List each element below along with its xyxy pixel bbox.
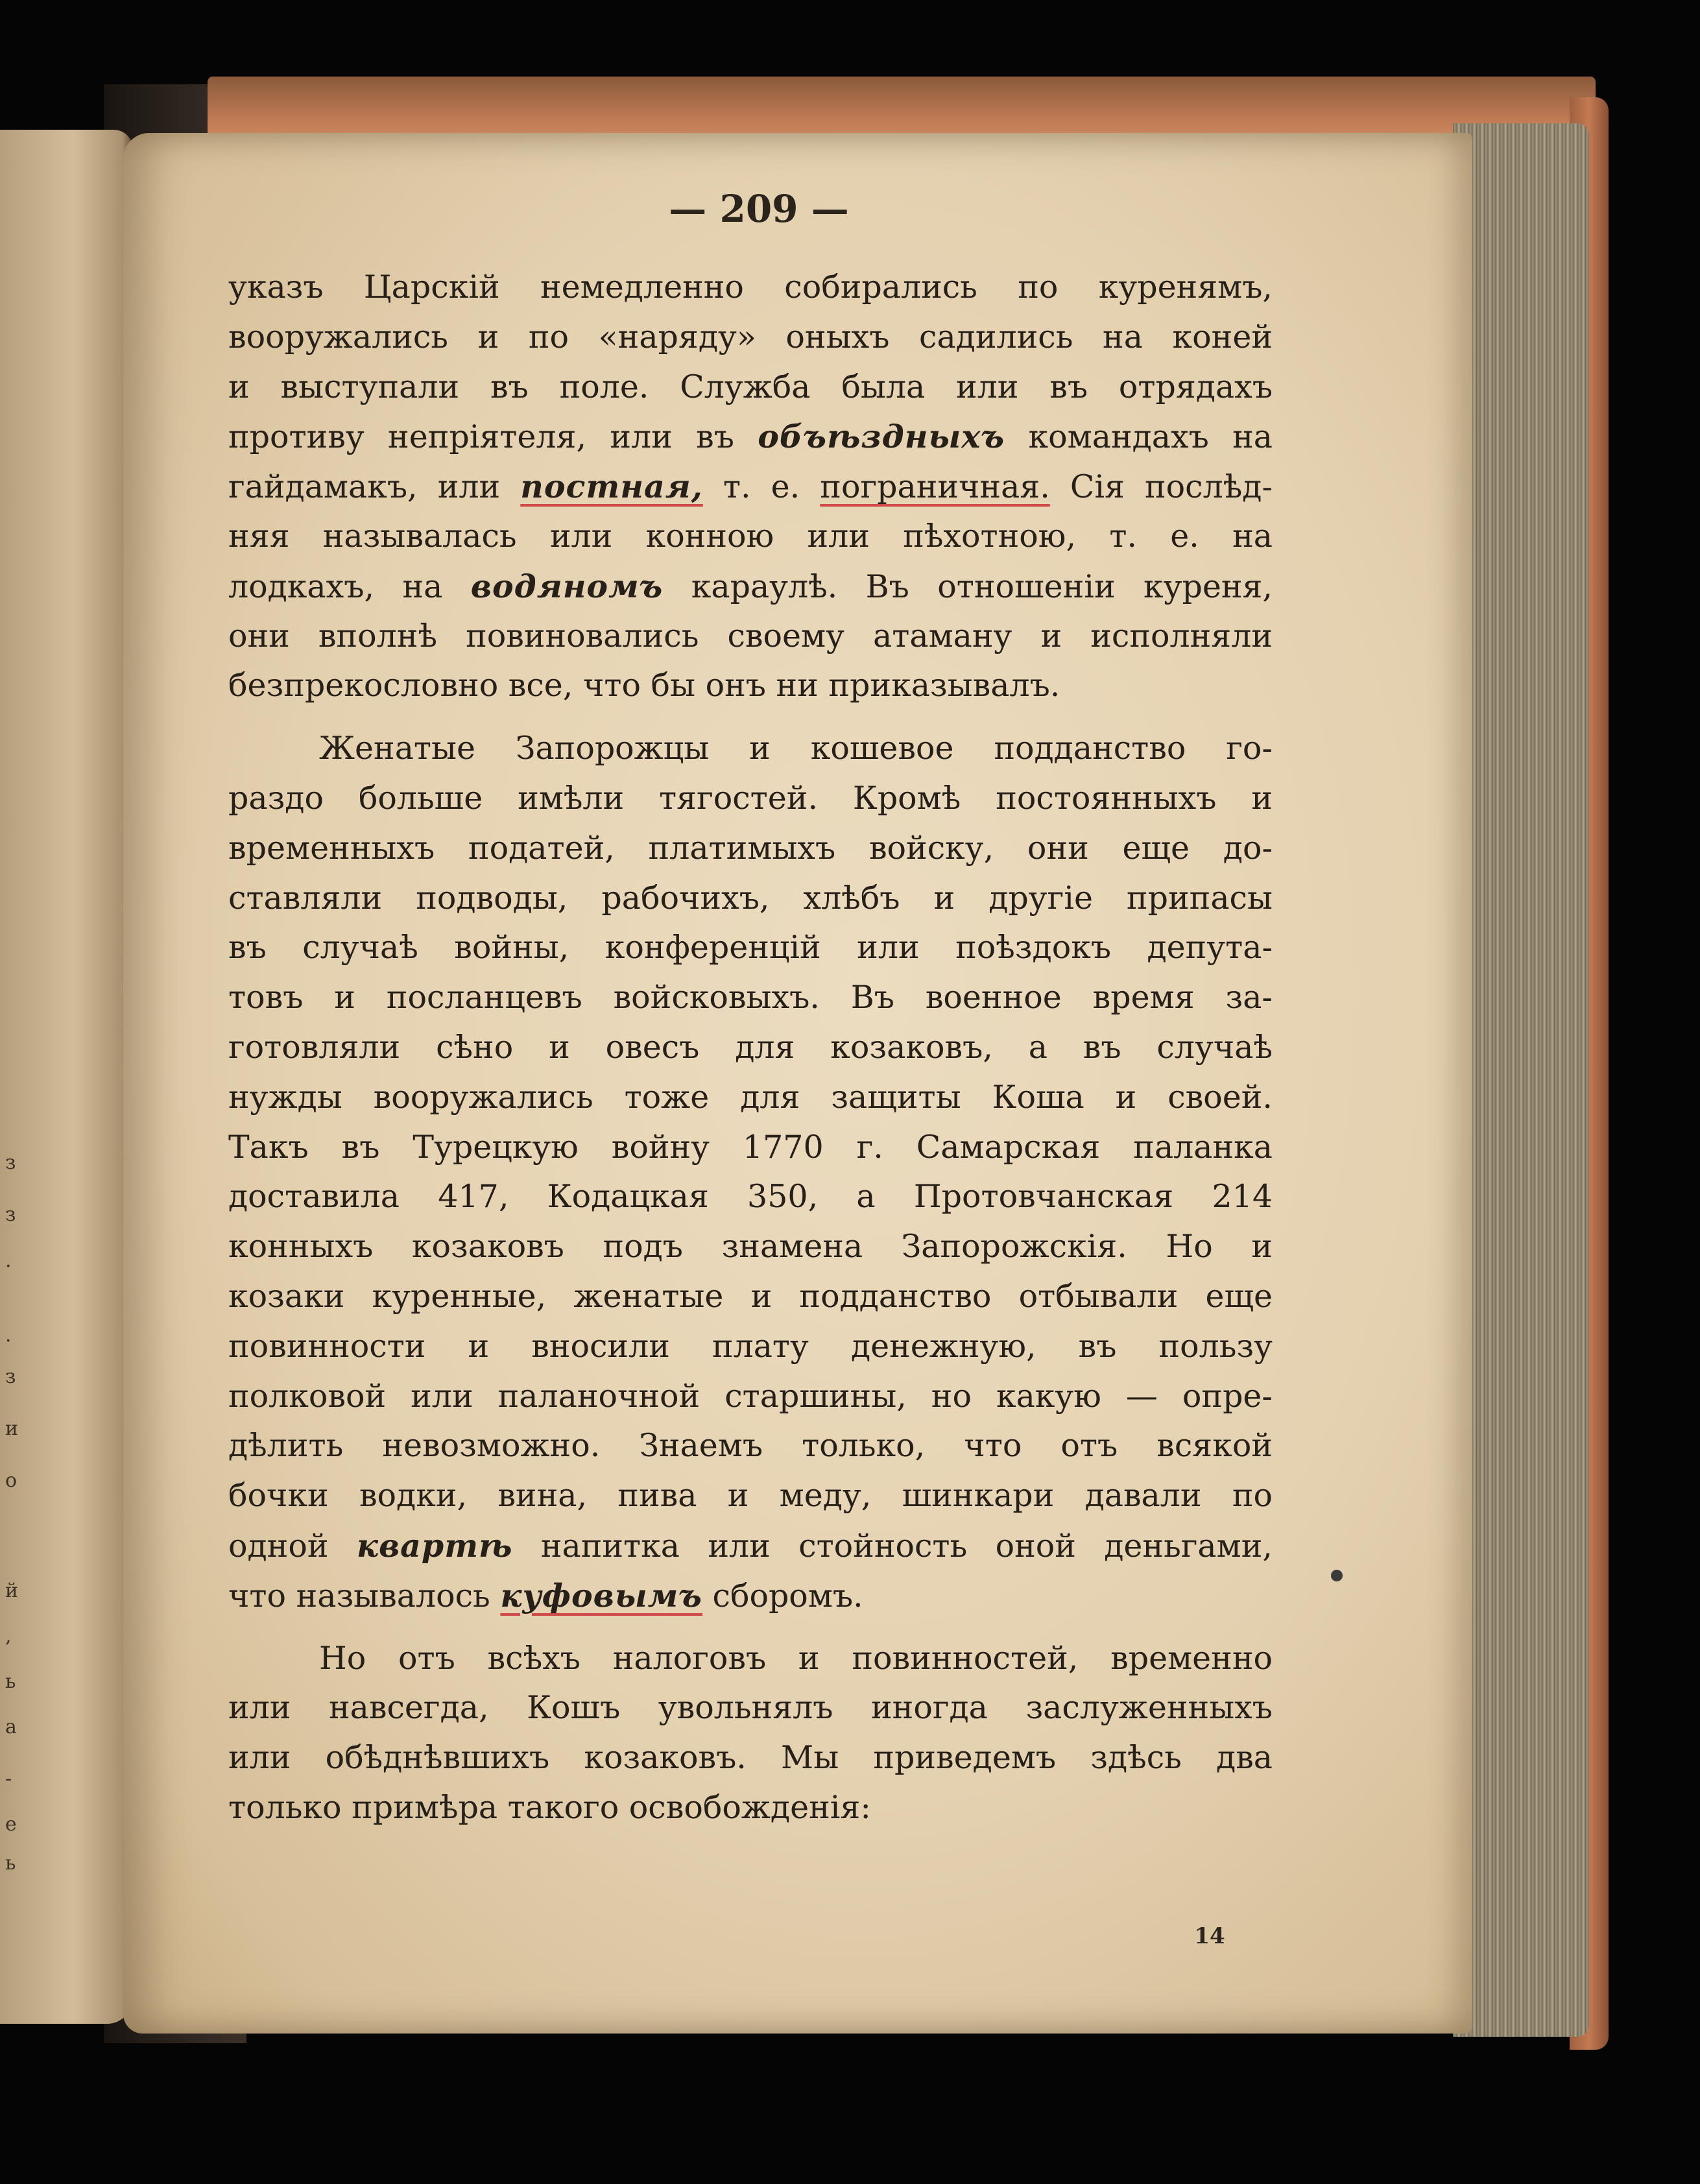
text-line: готовляли сѣно и овесъ для козаковъ, а въ случаѣ (228, 1028, 1273, 1066)
text-line: указъ Царскій немедленно собирались по куренямъ, (228, 269, 1273, 306)
text-segment: одной (228, 1527, 357, 1565)
text-segment: что называлось (228, 1577, 501, 1614)
text-line (228, 562, 1273, 612)
text-line: вооружались и по «наряду» оныхъ садились на коней (228, 318, 1273, 355)
text-segment: противу непріятеля, или въ (228, 418, 758, 456)
text-line (228, 412, 1273, 462)
italic-term: водяномъ (470, 567, 664, 605)
text-segment: гайдамакъ, или (228, 468, 521, 506)
text-line: въ случаѣ войны, конференцій или поѣздокъ депута- (228, 929, 1273, 966)
text-segment: сборомъ. (702, 1577, 863, 1614)
left-margin-letter: · (5, 1255, 12, 1278)
text-line: временныхъ податей, платимыхъ войску, они еще до- (228, 829, 1273, 867)
text-line: только примѣра такого освобожденія: (228, 1788, 871, 1826)
left-facing-page (0, 130, 133, 2024)
text-line (228, 1521, 1273, 1571)
text-line (228, 462, 1273, 512)
text-line: безпрекословно все, что бы онъ ни приказывалъ. (228, 667, 1060, 704)
left-margin-letter: · (5, 1330, 12, 1352)
italic-term-underlined: постная, (520, 468, 703, 506)
page-edges-stack (1453, 123, 1589, 2037)
text-line (228, 1571, 1273, 1621)
text-segment: караулѣ. Въ отношеніи куреня, (663, 568, 1273, 605)
text-line: и выступали въ поле. Служба была или въ отрядахъ (228, 368, 1273, 405)
left-margin-letter: а (5, 1716, 17, 1738)
text-segment: командахъ на (1005, 418, 1273, 456)
text-line: товъ и посланцевъ войсковыхъ. Въ военное время за- (228, 979, 1273, 1016)
text-line: Такъ въ Турецкую войну 1770 г. Самарская паланка (228, 1128, 1273, 1166)
italic-term-underlined: куфовымъ (500, 1576, 702, 1614)
text-line: Женатые Запорожцы и кошевое подданство го- (319, 730, 1273, 767)
left-margin-letter: з (5, 1203, 16, 1226)
page-body-text (228, 263, 1273, 1833)
paragraph-gap (228, 1621, 1273, 1634)
left-page-margin-letters (0, 130, 26, 2024)
text-line: бочки водки, вина, пива и меду, шинкари давали по (228, 1477, 1273, 1515)
left-margin-letter: й (5, 1579, 18, 1602)
text-line: повинности и вносили плату денежную, въ пользу (228, 1327, 1273, 1365)
left-margin-letter: , (5, 1625, 12, 1648)
text-line: раздо больше имѣли тягостей. Кромѣ постоянныхъ и (228, 779, 1273, 817)
text-line: конныхъ козаковъ подъ знамена Запорожскія. Но и (228, 1228, 1273, 1266)
underlined-word: пограничная. (820, 468, 1050, 506)
left-margin-letter: ь (5, 1670, 16, 1693)
text-line: дѣлить невозможно. Знаемъ только, что отъ всякой (228, 1427, 1273, 1465)
left-margin-letter: о (5, 1469, 18, 1492)
text-line: козаки куренные, женатые и подданство отбывали еще (228, 1277, 1273, 1315)
text-line: полковой или паланочной старшины, но какую — опре- (228, 1377, 1273, 1415)
text-line: или обѣднѣвшихъ козаковъ. Мы приведемъ здѣсь два (228, 1739, 1273, 1777)
text-line: няя называлась или конною или пѣхотною, т. е. на (228, 517, 1273, 555)
text-line: Но отъ всѣхъ налоговъ и повинностей, временно (319, 1639, 1273, 1677)
text-segment: Сія послѣд- (1049, 468, 1273, 506)
text-line: доставила 417, Кодацкая 350, а Протовчанская 214 (228, 1178, 1273, 1216)
italic-term: квартѣ (356, 1526, 513, 1565)
ink-spot (1331, 1570, 1343, 1581)
text-line: или навсегда, Кошъ увольнялъ иногда заслуженныхъ (228, 1689, 1273, 1727)
text-line: нужды вооружались тоже для защиты Коша и своей. (228, 1078, 1273, 1116)
text-line: ставляли подводы, рабочихъ, хлѣбъ и другіе припасы (228, 879, 1273, 917)
page-number: — 209 — (669, 187, 849, 231)
paragraph-gap (228, 711, 1273, 724)
text-segment: лодкахъ, на (228, 568, 471, 605)
signature-mark: 14 (1194, 1923, 1225, 1949)
left-margin-letter: з (5, 1151, 16, 1174)
text-segment: напитка или стойность оной деньгами, (512, 1527, 1273, 1565)
left-margin-letter: з (5, 1365, 16, 1388)
left-margin-letter: е (5, 1813, 17, 1836)
left-margin-letter: ь (5, 1852, 16, 1875)
left-margin-letter: - (5, 1768, 12, 1790)
left-margin-letter: и (5, 1417, 18, 1440)
text-segment: т. е. (702, 468, 820, 506)
italic-term: объѣздныхъ (758, 418, 1005, 456)
text-line: они вполнѣ повиновались своему атаману и исполняли (228, 617, 1273, 654)
